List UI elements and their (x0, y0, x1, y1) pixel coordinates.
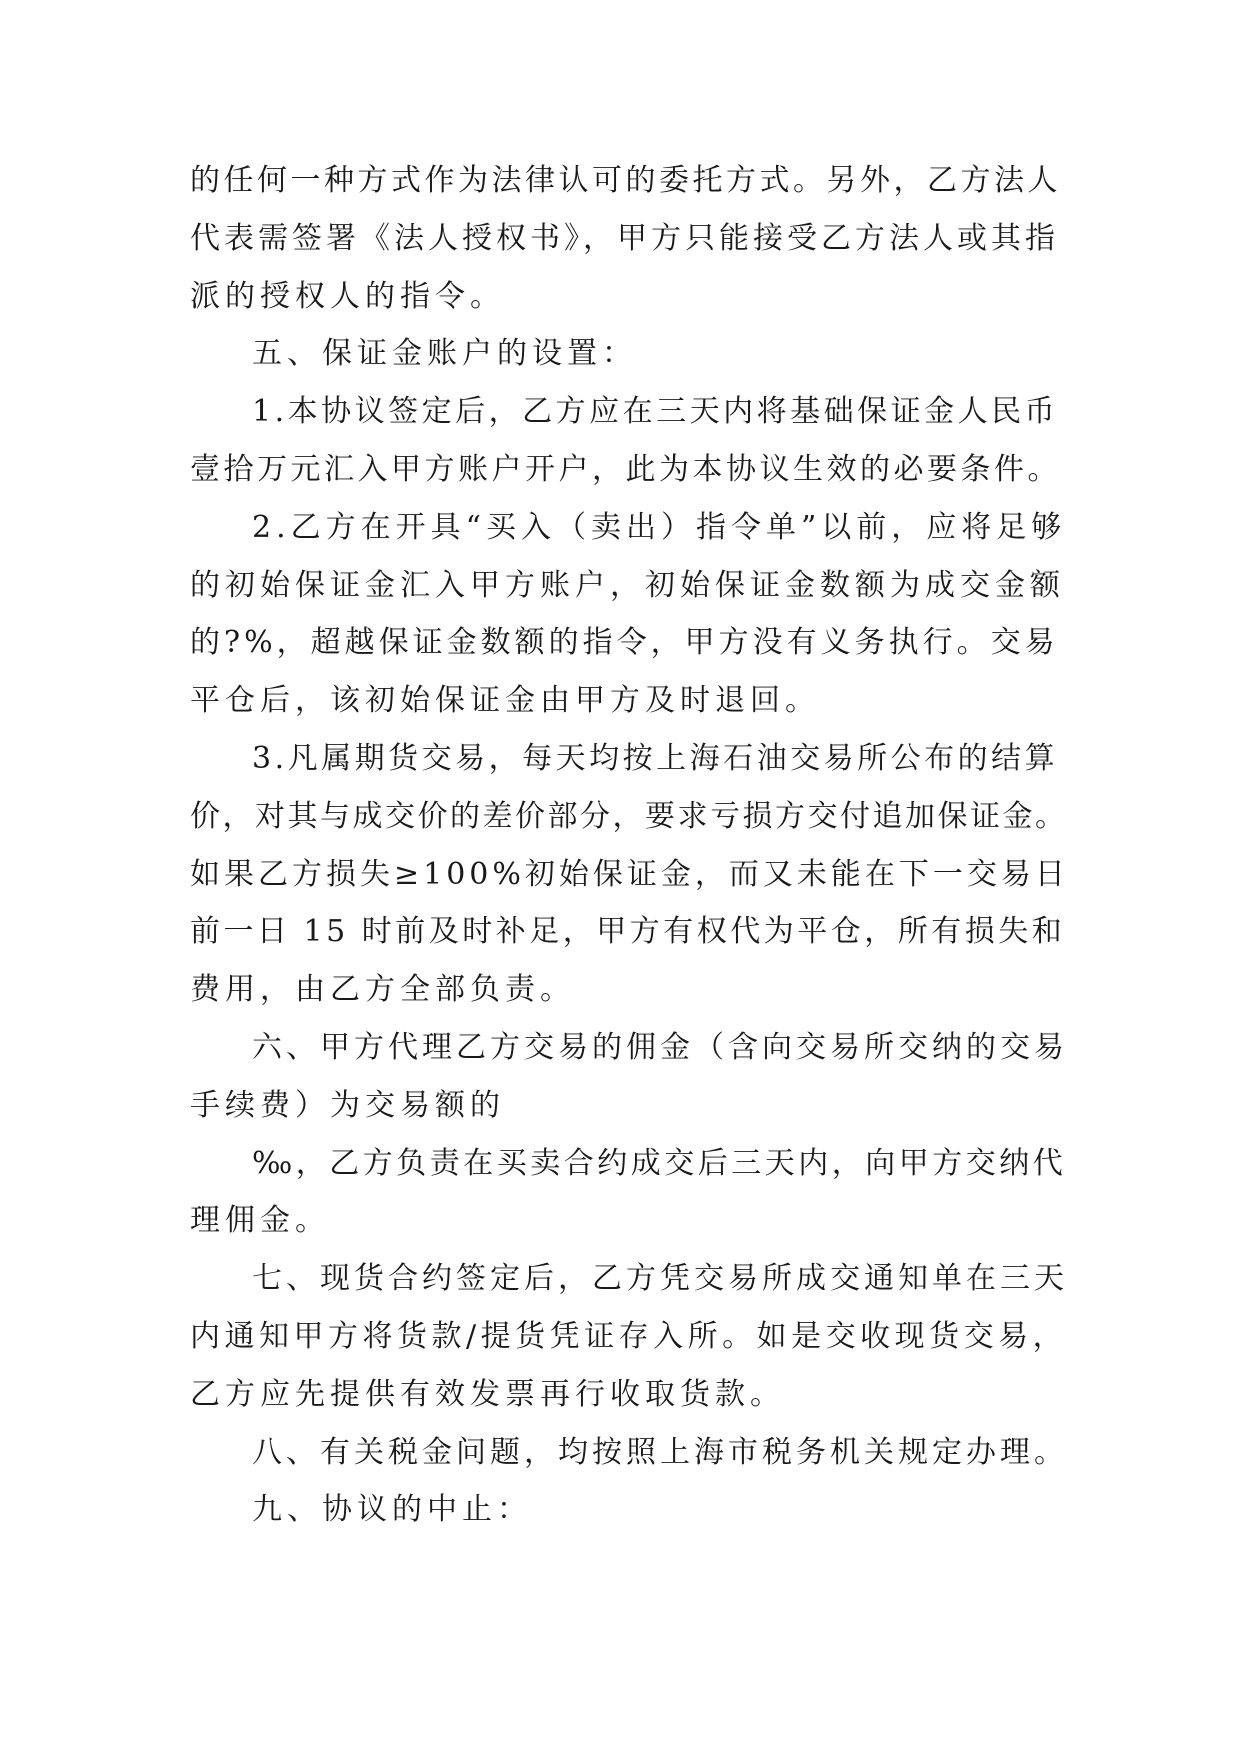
text-line: 的初始保证金汇入甲方账户，初始保证金数额为成交金额 (190, 567, 1065, 603)
document-body (190, 152, 1070, 1539)
text-line: 的?%，超越保证金数额的指令，甲方没有义务执行。交易 (190, 625, 1059, 661)
text-line: 手续费）为交易额的 (190, 1087, 505, 1123)
text-line: 费用，由乙方全部负责。 (190, 972, 575, 1008)
text-line: ‰，乙方负责在买卖合约成交后三天内，向甲方交纳代 (252, 1145, 1067, 1181)
text-line: 2.乙方在开具“买入（卖出）指令单”以前，应将足够 (252, 509, 1067, 545)
text-line: 五、保证金账户的设置： (252, 336, 637, 372)
text-line: 前一日 15 时前及时补足，甲方有权代为平仓，所有损失和 (190, 914, 1066, 950)
text-line: 平仓后，该初始保证金由甲方及时退回。 (190, 683, 820, 719)
text-line: 代表需签署《法人授权书》，甲方只能接受乙方法人或其指 (190, 220, 1059, 256)
text-line: 七、现货合约签定后，乙方凭交易所成交通知单在三天 (252, 1261, 1068, 1297)
text-line: 的任何一种方式作为法律认可的委托方式。另外，乙方法人 (190, 163, 1061, 198)
text-line: 3.凡属期货交易，每天均按上海石油交易所公布的结算 (252, 740, 1059, 776)
text-line: 六、甲方代理乙方交易的佣金（含向交易所交纳的交易 (252, 1029, 1068, 1065)
text-line: 价，对其与成交价的差价部分，要求亏损方交付追加保证金。 (190, 798, 1068, 834)
text-line: 壹拾万元汇入甲方账户开户，此为本协议生效的必要条件。 (190, 451, 1061, 487)
text-line: 理佣金。 (190, 1203, 330, 1239)
text-line: 如果乙方损失≥100%初始保证金，而又未能在下一交易日 (190, 856, 1069, 892)
text-line: 八、有关税金问题，均按照上海市税务机关规定办理。 (252, 1434, 1068, 1470)
text-line: 九、协议的中止： (252, 1492, 532, 1528)
text-line: 内通知甲方将货款/提货凭证存入所。如是交收现货交易， (190, 1318, 1068, 1354)
text-line: 1.本协议签定后，乙方应在三天内将基础保证金人民币 (252, 394, 1059, 430)
text-line: 派的授权人的指令。 (190, 278, 505, 314)
text-line: 乙方应先提供有效发票再行收取货款。 (190, 1376, 785, 1412)
